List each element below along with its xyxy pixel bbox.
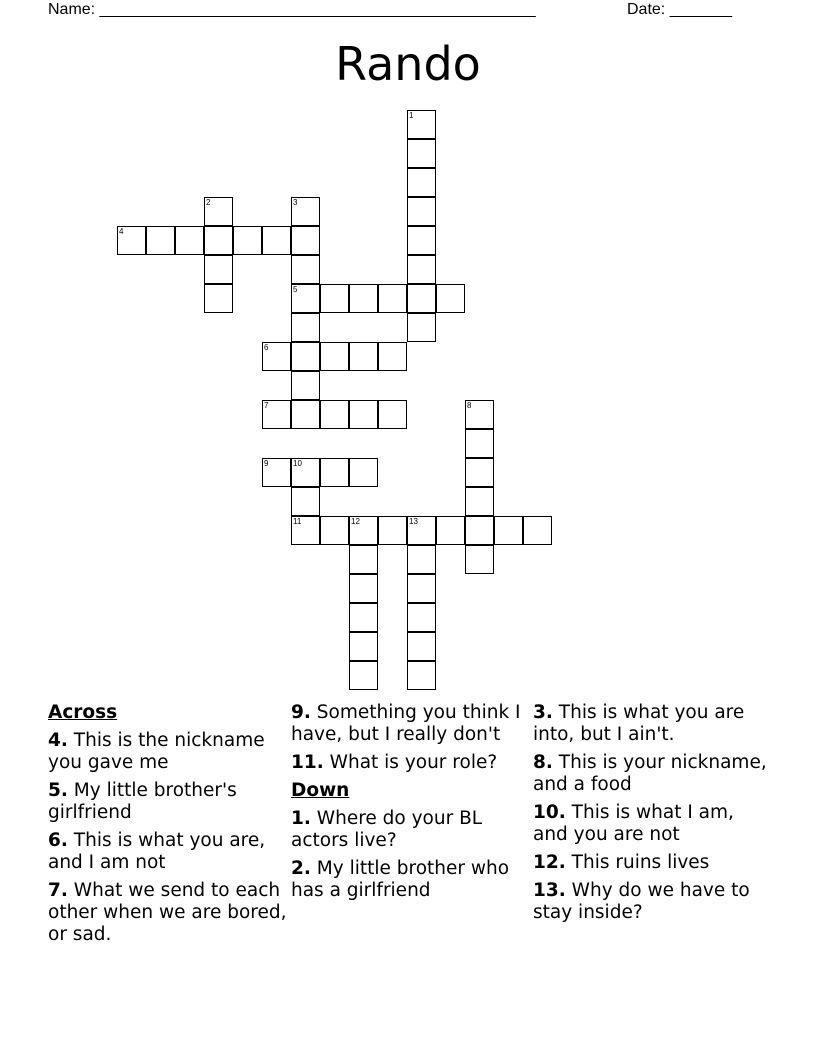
crossword-cell[interactable] <box>320 400 349 429</box>
crossword-cell[interactable] <box>407 516 436 545</box>
clue-across-7: 7. What we send to each other when we are bored, or sad. <box>48 880 287 945</box>
cell-number: 6 <box>264 343 269 352</box>
name-line: _________________________________________________ <box>99 1 536 18</box>
clue-down-3: 3. This is what you are into, but I ain't. <box>533 702 745 745</box>
crossword-cell[interactable] <box>407 545 436 574</box>
crossword-cell[interactable] <box>378 516 407 545</box>
crossword-cell[interactable] <box>349 342 378 371</box>
crossword-cell[interactable] <box>465 487 494 516</box>
crossword-cell[interactable] <box>291 226 320 255</box>
crossword-cell[interactable] <box>349 632 378 661</box>
crossword-cell[interactable] <box>465 545 494 574</box>
crossword-cell[interactable] <box>320 516 349 545</box>
crossword-cell[interactable] <box>407 632 436 661</box>
clue-column-3 <box>533 702 773 930</box>
crossword-cell[interactable] <box>407 255 436 284</box>
crossword-cell[interactable] <box>291 197 320 226</box>
across-heading: Across <box>48 702 118 723</box>
crossword-cell[interactable] <box>262 458 291 487</box>
crossword-cell[interactable] <box>349 661 378 690</box>
clue-down-13: 13. Why do we have to stay inside? <box>533 880 750 923</box>
crossword-cell[interactable] <box>436 516 465 545</box>
clue-column-2 <box>291 702 531 908</box>
clue-down-10: 10. This is what I am, and you are not <box>533 802 734 845</box>
crossword-cell[interactable] <box>465 429 494 458</box>
clue-across-4: 4. This is the nickname you gave me <box>48 730 265 773</box>
crossword-cell[interactable] <box>291 255 320 284</box>
cell-number: 4 <box>119 227 124 236</box>
crossword-cell[interactable] <box>320 342 349 371</box>
clue-across-5: 5. My little brother's girlfriend <box>48 780 237 823</box>
cell-number: 5 <box>293 285 298 294</box>
crossword-cell[interactable] <box>291 313 320 342</box>
crossword-cell[interactable] <box>378 342 407 371</box>
crossword-cell[interactable] <box>465 400 494 429</box>
crossword-cell[interactable] <box>291 516 320 545</box>
clue-down-12: 12. This ruins lives <box>533 852 710 873</box>
crossword-cell[interactable] <box>320 284 349 313</box>
crossword-cell[interactable] <box>465 458 494 487</box>
crossword-cell[interactable] <box>262 226 291 255</box>
crossword-cell[interactable] <box>407 110 436 139</box>
crossword-cell[interactable] <box>407 603 436 632</box>
crossword-cell[interactable] <box>407 313 436 342</box>
date-line: _______ <box>669 1 732 18</box>
cell-number: 10 <box>293 459 302 468</box>
crossword-cell[interactable] <box>262 400 291 429</box>
crossword-cell[interactable] <box>378 400 407 429</box>
crossword-cell[interactable] <box>407 197 436 226</box>
crossword-cell[interactable] <box>204 226 233 255</box>
name-label: Name: <box>48 1 96 18</box>
crossword-cell[interactable] <box>407 284 436 313</box>
crossword-cell[interactable] <box>291 371 320 400</box>
crossword-cell[interactable] <box>349 284 378 313</box>
crossword-cell[interactable] <box>204 255 233 284</box>
cell-number: 1 <box>409 111 414 120</box>
clue-across-9: 9. Something you think I have, but I really don't <box>291 702 521 745</box>
crossword-cell[interactable] <box>291 342 320 371</box>
crossword-cell[interactable] <box>407 574 436 603</box>
crossword-cell[interactable] <box>349 516 378 545</box>
cell-number: 7 <box>264 401 269 410</box>
clue-column-1 <box>48 702 288 952</box>
cell-number: 2 <box>206 198 211 207</box>
crossword-cell[interactable] <box>349 603 378 632</box>
clue-down-8: 8. This is your nickname, and a food <box>533 752 767 795</box>
clue-down-2: 2. My little brother who has a girlfriend <box>291 858 510 901</box>
clue-across-11: 11. What is your role? <box>291 752 498 773</box>
crossword-cell[interactable] <box>494 516 523 545</box>
crossword-cell[interactable] <box>407 661 436 690</box>
clue-across-6: 6. This is what you are, and I am not <box>48 830 266 873</box>
crossword-cell[interactable] <box>349 574 378 603</box>
crossword-cell[interactable] <box>349 400 378 429</box>
crossword-cell[interactable] <box>291 284 320 313</box>
crossword-cell[interactable] <box>378 284 407 313</box>
crossword-cell[interactable] <box>523 516 552 545</box>
cell-number: 9 <box>264 459 269 468</box>
crossword-cell[interactable] <box>349 458 378 487</box>
puzzle-title: Rando <box>335 37 481 91</box>
crossword-cell[interactable] <box>291 400 320 429</box>
crossword-cell[interactable] <box>407 139 436 168</box>
crossword-cell[interactable] <box>204 284 233 313</box>
date-label: Date: <box>627 1 666 18</box>
cell-number: 8 <box>467 401 472 410</box>
down-heading: Down <box>291 780 350 801</box>
crossword-cell[interactable] <box>407 226 436 255</box>
clue-down-1: 1. Where do your BL actors live? <box>291 808 483 851</box>
cell-number: 12 <box>351 517 360 526</box>
crossword-cell[interactable] <box>320 458 349 487</box>
crossword-cell[interactable] <box>262 342 291 371</box>
cell-number: 13 <box>409 517 418 526</box>
crossword-cell[interactable] <box>233 226 262 255</box>
crossword-cell[interactable] <box>436 284 465 313</box>
crossword-cell[interactable] <box>204 197 233 226</box>
crossword-cell[interactable] <box>175 226 204 255</box>
crossword-cell[interactable] <box>291 487 320 516</box>
crossword-cell[interactable] <box>117 226 146 255</box>
crossword-cell[interactable] <box>349 545 378 574</box>
cell-number: 11 <box>293 517 302 526</box>
crossword-cell[interactable] <box>291 458 320 487</box>
crossword-cell[interactable] <box>465 516 494 545</box>
crossword-cell[interactable] <box>146 226 175 255</box>
crossword-cell[interactable] <box>407 168 436 197</box>
cell-number: 3 <box>293 198 298 207</box>
